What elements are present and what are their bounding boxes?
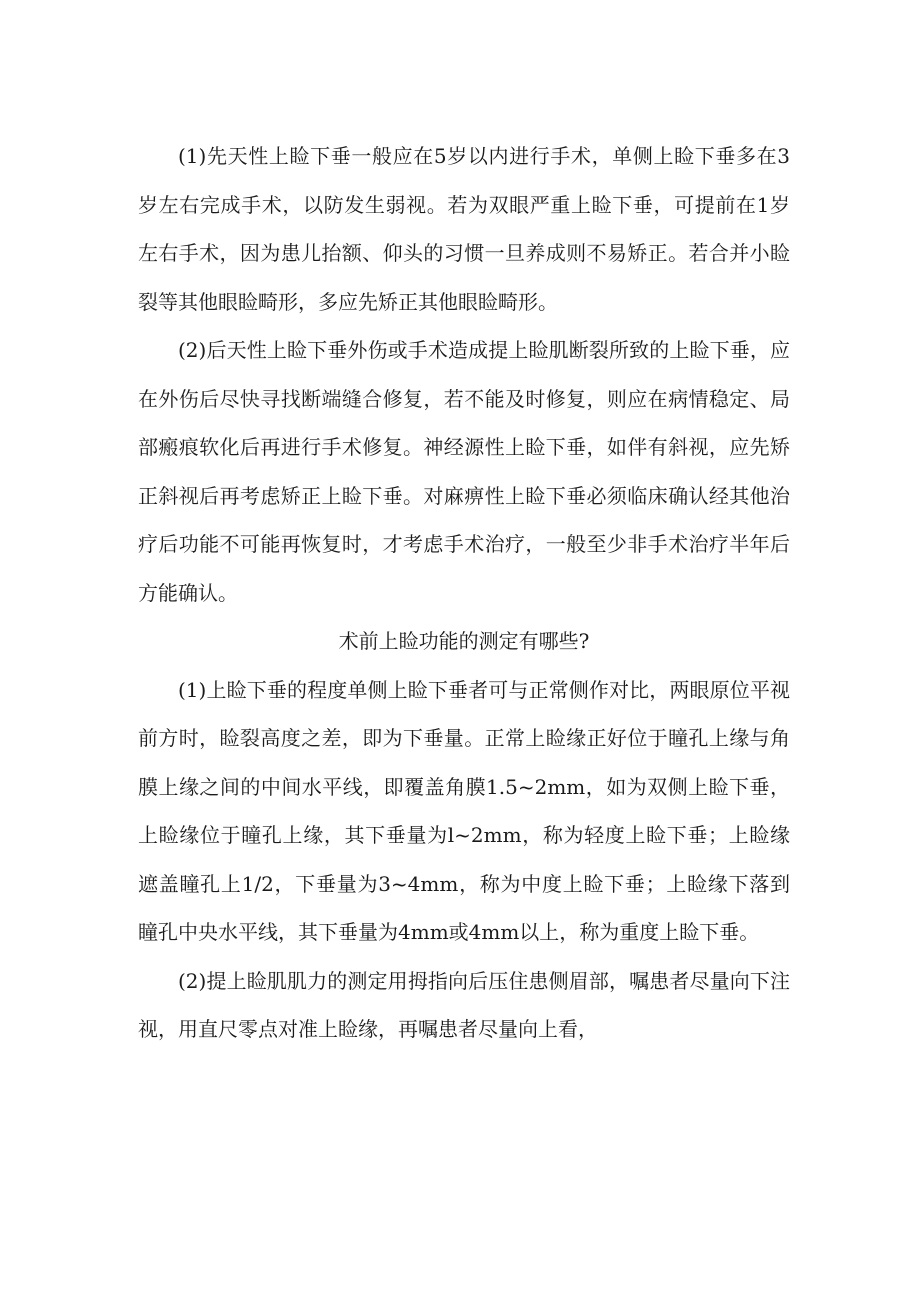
paragraph-ptosis-degree: (1)上睑下垂的程度单侧上睑下垂者可与正常侧作对比，两眼原位平视前方时，睑裂高度之差，即为下垂量。正常上睑缘正好位于瞳孔上缘与角膜上缘之间的中间水平线，即覆盖角膜1.5~2mm，如为双侧上睑下垂，上睑缘位于瞳孔上缘，其下垂量为l~2mm，称为轻度上睑下垂；上睑缘遮盖瞳孔上1/2，下垂量为3~4mm，称为中度上睑下垂；上睑缘下落到瞳孔中央水平线，其下垂量为4mm或4mm以上，称为重度上睑下垂。 bbox=[138, 677, 790, 944]
document-body bbox=[138, 132, 790, 1054]
paragraph-acquired-ptosis: (2)后天性上睑下垂外伤或手术造成提上睑肌断裂所致的上睑下垂，应在外伤后尽快寻找断端缝合修复，若不能及时修复，则应在病情稳定、局部瘢痕软化后再进行手术修复。神经源性上睑下垂，如伴有斜视，应先矫正斜视后再考虑矫正上睑下垂。对麻痹性上睑下垂必须临床确认经其他治疗后功能不可能再恢复时，才考虑手术治疗，一般至少非手术治疗半年后方能确认。 bbox=[138, 338, 790, 605]
paragraph-congenital-ptosis: (1)先天性上睑下垂一般应在5岁以内进行手术，单侧上睑下垂多在3岁左右完成手术，以防发生弱视。若为双眼严重上睑下垂，可提前在1岁左右手术，因为患儿抬额、仰头的习惯一旦养成则不易矫正。若合并小睑裂等其他眼睑畸形，多应先矫正其他眼睑畸形。 bbox=[138, 144, 790, 314]
paragraph-levator-strength: (2)提上睑肌肌力的测定用拇指向后压住患侧眉部，嘱患者尽量向下注视，用直尺零点对准上睑缘，再嘱患者尽量向上看， bbox=[138, 968, 790, 1041]
section-heading: 术前上睑功能的测定有哪些? bbox=[338, 629, 590, 653]
